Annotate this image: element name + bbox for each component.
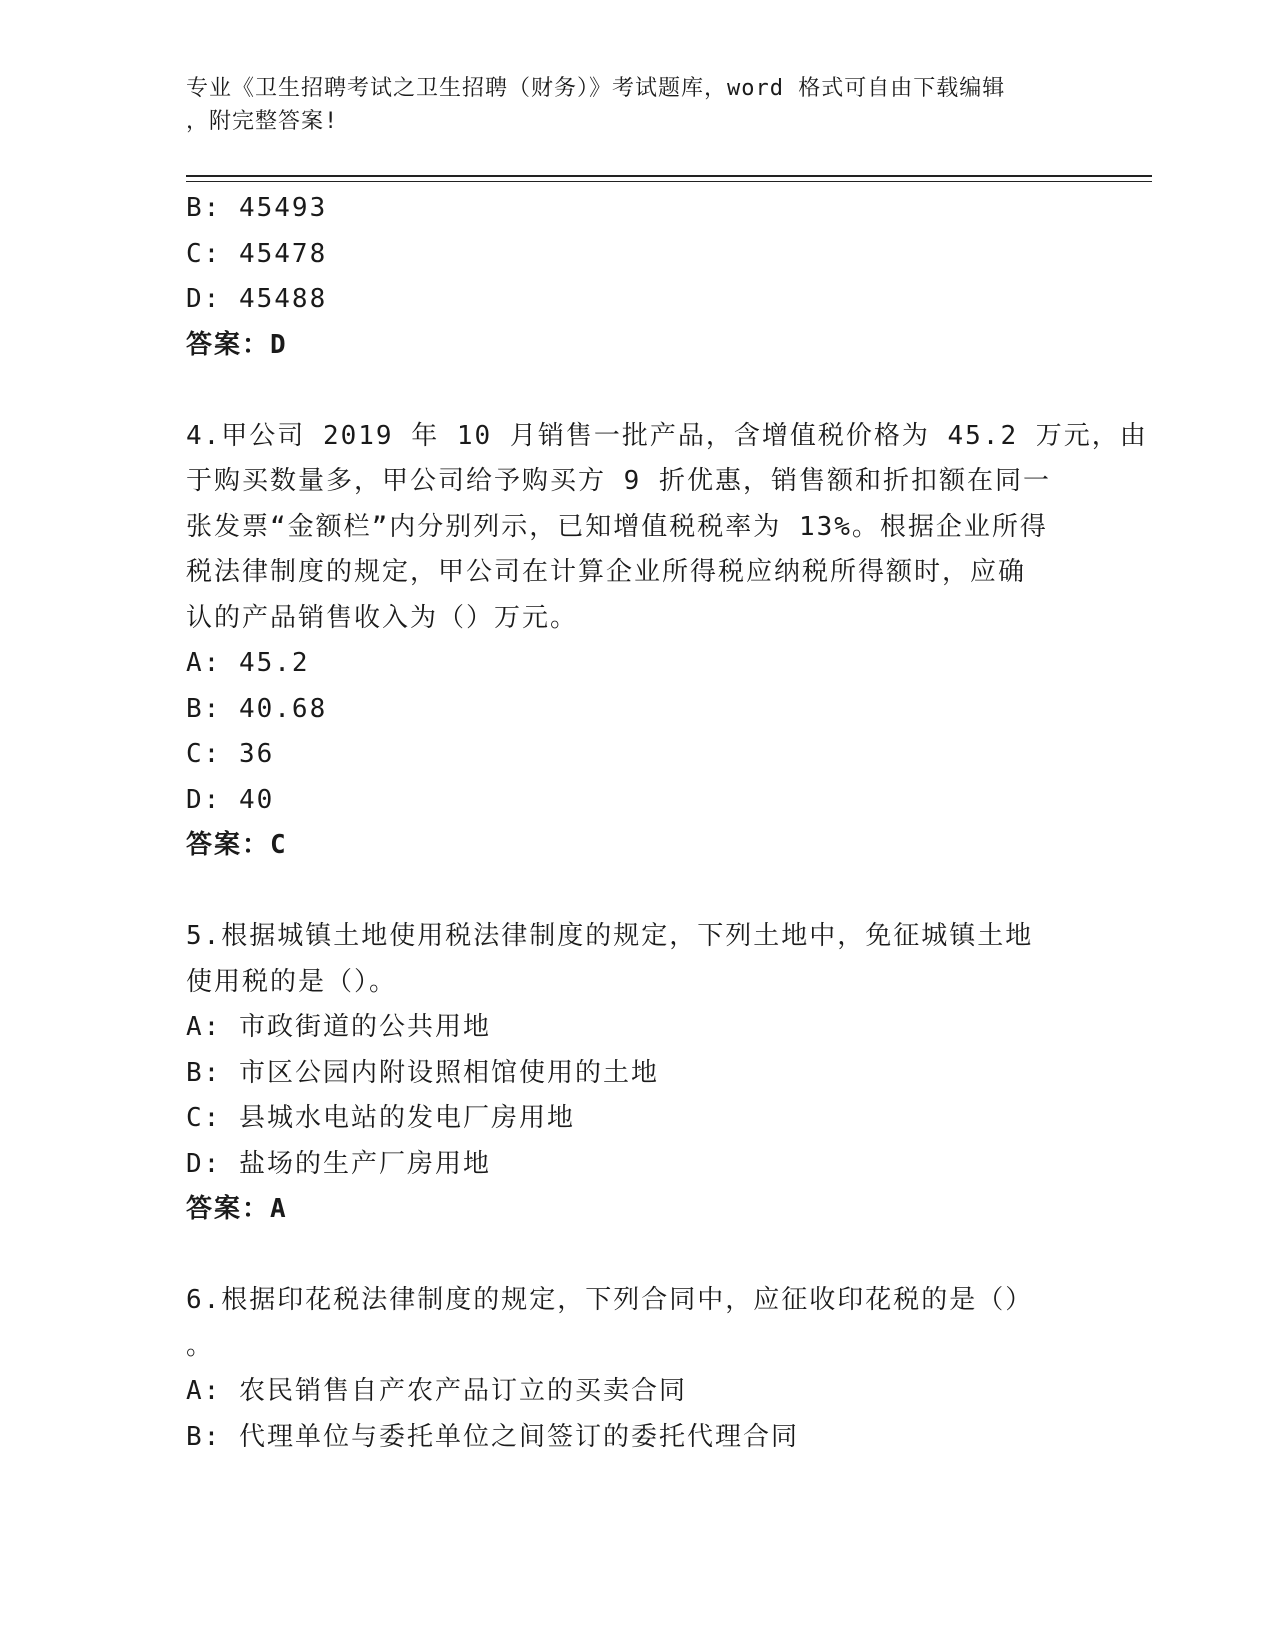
option-c: C: 县城水电站的发电厂房用地 [186,1103,575,1133]
question-3 [186,186,1086,368]
question-text-line: 。 [186,1330,215,1361]
document-header [186,72,1066,138]
header-line-1: 专业《卫生招聘考试之卫生招聘（财务）》考试题库，word 格式可自由下载编辑 [186,76,1006,101]
option-d: D: 40 [186,784,275,815]
option-c: C: 45478 [186,238,328,269]
option-b: B: 45493 [186,193,328,223]
question-text-line: 税法律制度的规定，甲公司在计算企业所得税应纳税所得额时，应确 [186,557,1027,587]
option-b: B: 市区公园内附设照相馆使用的土地 [186,1057,659,1088]
question-text-line: 张发票“金额栏”内分别列示，已知增值税税率为 13%。根据企业所得 [186,511,1048,542]
question-4 [186,414,1148,869]
option-d: D: 45488 [186,284,328,314]
option-b: B: 40.68 [186,693,328,724]
question-text-line: 认的产品销售收入为（）万元。 [186,602,579,633]
answer: 答案：A [186,1194,288,1224]
question-text-line: 于购买数量多，甲公司给予购买方 9 折优惠，销售额和折扣额在同一 [186,466,1051,496]
question-list [186,186,1148,1460]
option-c: C: 36 [186,739,275,769]
answer: 答案：C [186,830,288,860]
option-d: D: 盐场的生产厂房用地 [186,1148,491,1179]
question-5 [186,914,1086,1233]
question-text-line: 4.甲公司 2019 年 10 月销售一批产品，含增值税价格为 45.2 万元，由 [186,420,1148,451]
question-text-line: 6.根据印花税法律制度的规定，下列合同中，应征收印花税的是（） [186,1285,1034,1315]
option-a: A: 45.2 [186,648,310,678]
header-rule-thick [186,175,1152,177]
header-rule-thin [186,181,1152,182]
option-a: A: 农民销售自产农产品订立的买卖合同 [186,1376,687,1406]
question-text-line: 使用税的是（）。 [186,966,398,997]
header-line-2: ，附完整答案! [186,109,339,134]
option-a: A: 市政街道的公共用地 [186,1012,491,1042]
option-b: B: 代理单位与委托单位之间签订的委托代理合同 [186,1421,799,1452]
question-6 [186,1278,1086,1460]
question-text-line: 5.根据城镇土地使用税法律制度的规定，下列土地中，免征城镇土地 [186,921,1034,951]
answer: 答案：D [186,329,288,360]
